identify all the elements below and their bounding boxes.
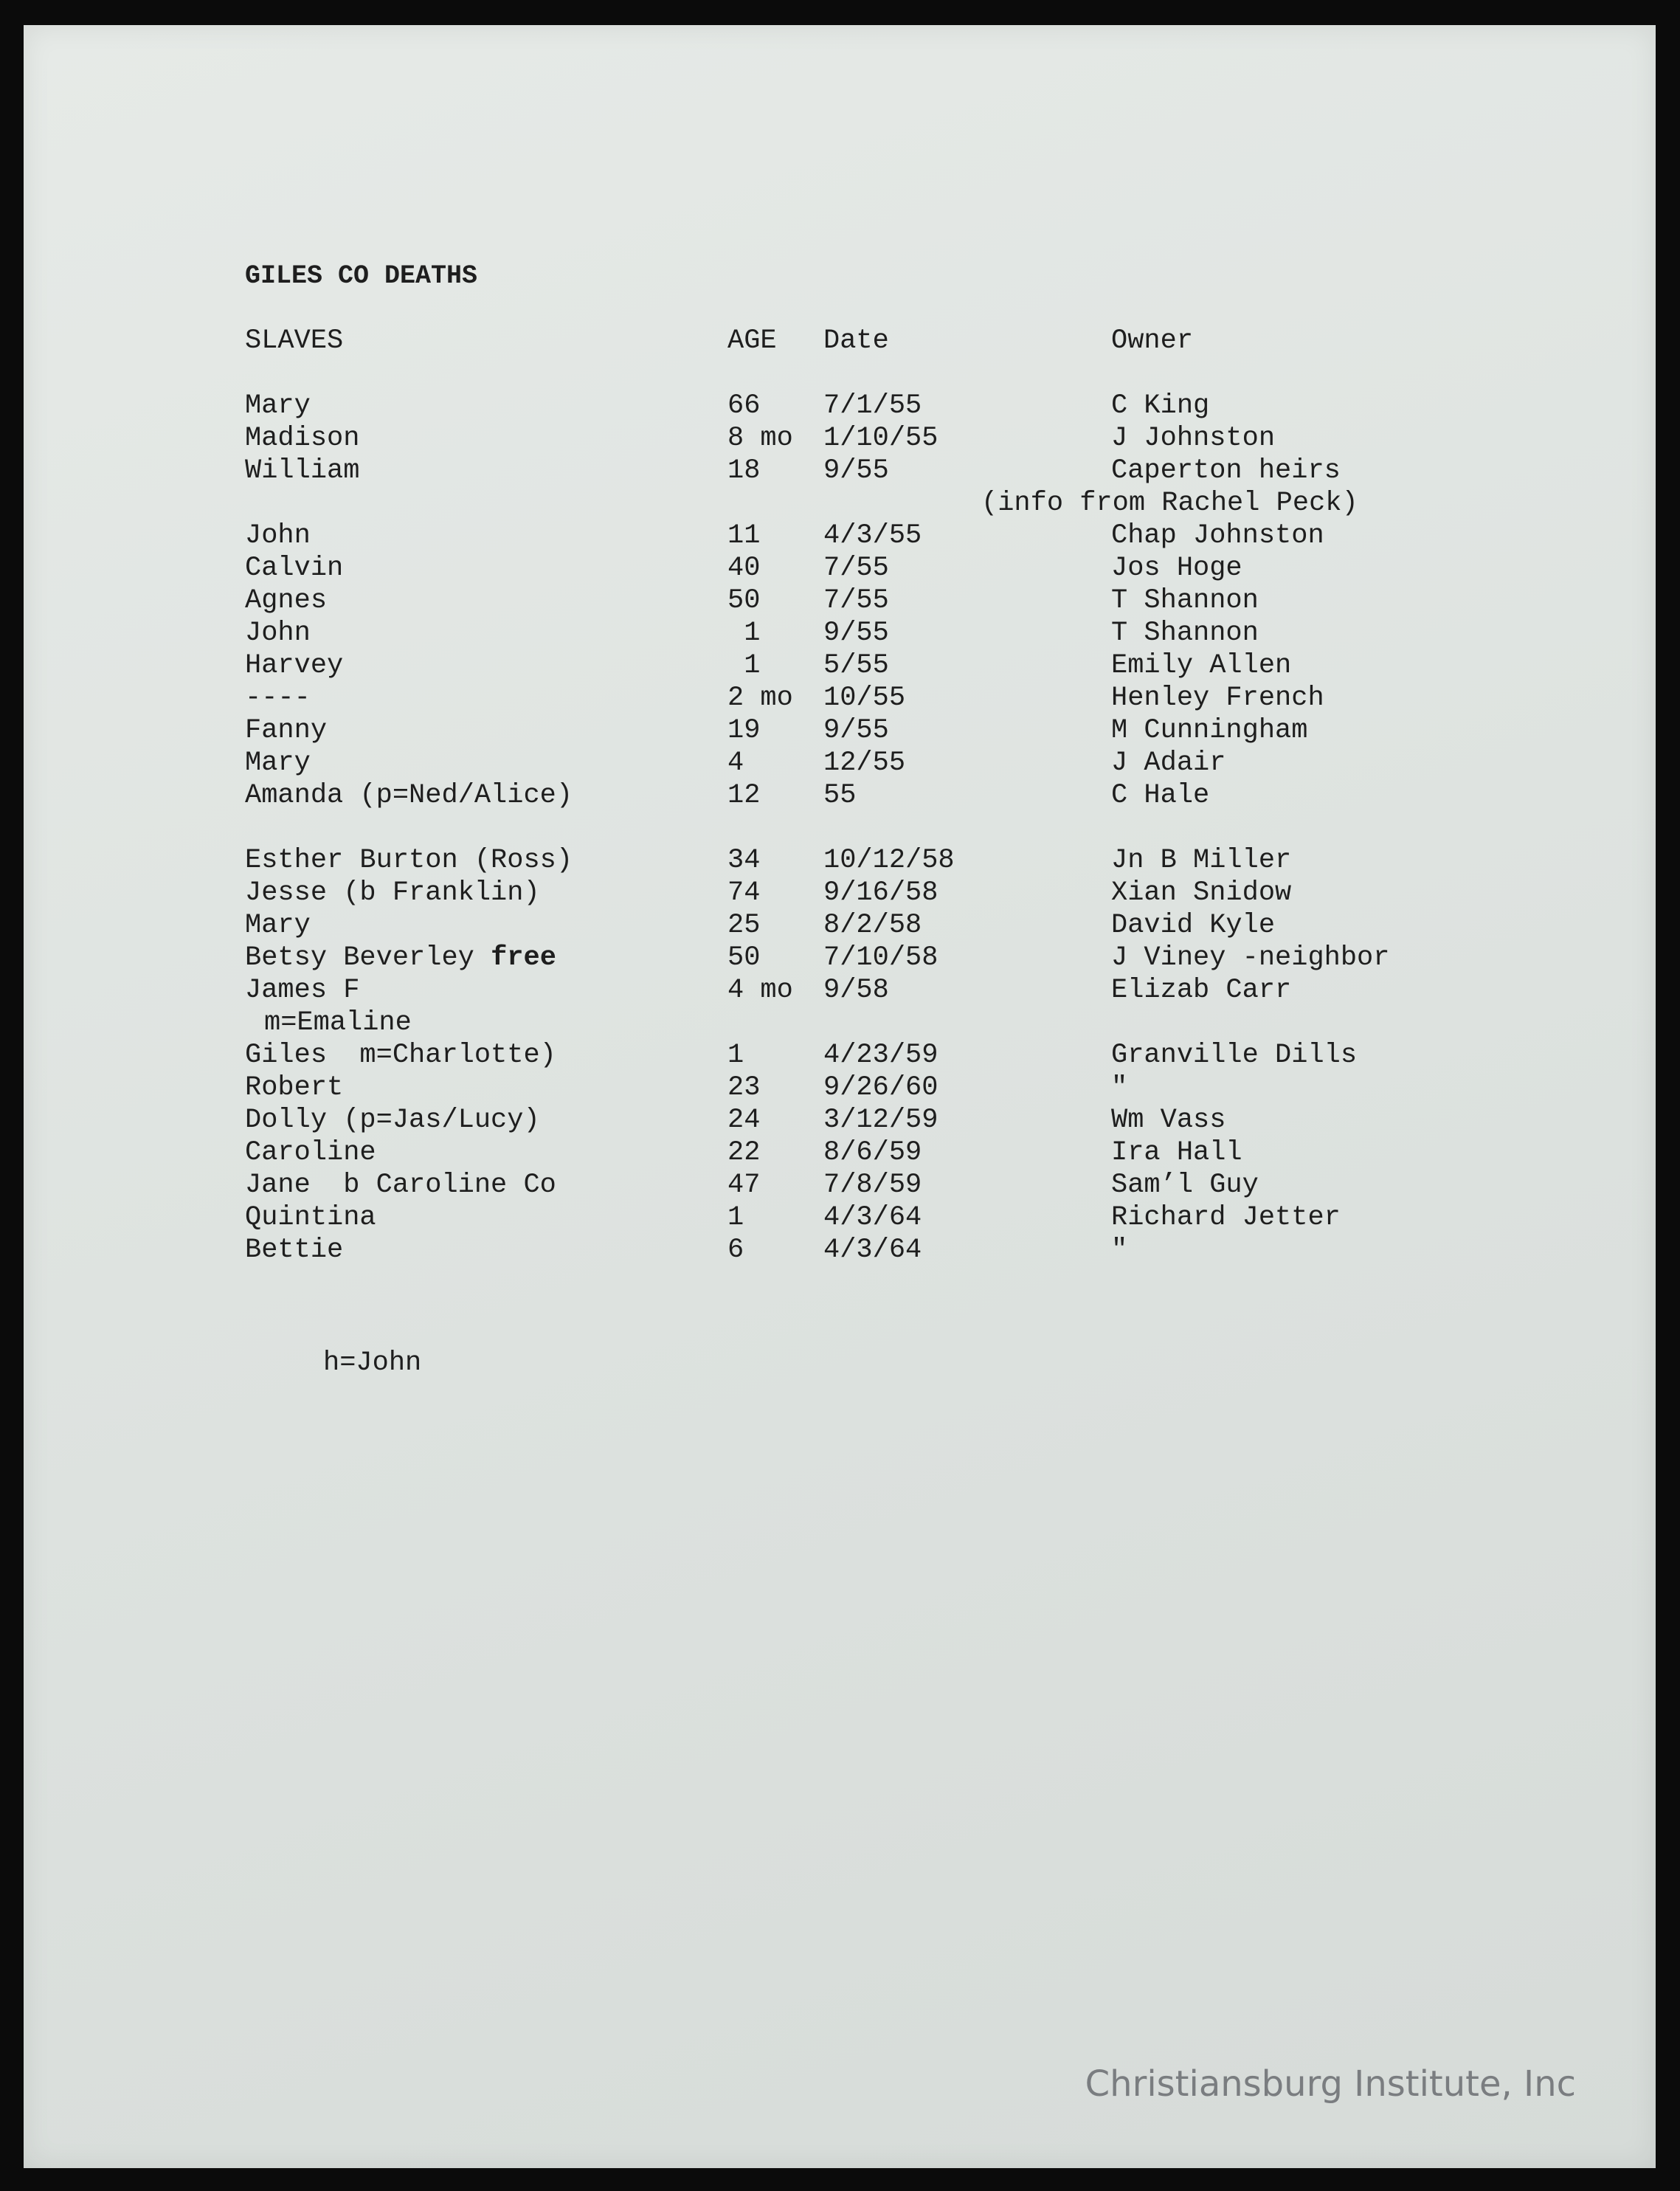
record-age: 8 mo (727, 423, 793, 454)
record-owner: C Hale (1111, 780, 1210, 811)
record-date: 9/55 (823, 618, 889, 649)
record-owner: Emily Allen (1111, 650, 1292, 681)
record-owner: Caperton heirs (1111, 455, 1341, 486)
record-age: 1 (727, 1202, 744, 1233)
record-age: 34 (727, 845, 761, 876)
record-age: 2 mo (727, 683, 793, 714)
record-row (221, 649, 1292, 682)
record-date: 7/8/59 (823, 1170, 922, 1201)
record-row (221, 1234, 1128, 1266)
record-age: 50 (727, 942, 761, 973)
record-name: John (245, 520, 311, 551)
record-name: Mary (245, 910, 311, 941)
record-row (221, 617, 1259, 649)
record-owner: Chap Johnston (1111, 520, 1324, 551)
record-date: 8/6/59 (823, 1137, 922, 1168)
record-owner: Wm Vass (1111, 1105, 1226, 1136)
info-note: (info from Rachel Peck) (981, 488, 1358, 519)
header-row (221, 325, 1194, 357)
record-name: John (245, 618, 311, 649)
record-name: Bettie (245, 1235, 344, 1266)
record-row (221, 520, 1324, 552)
record-owner: Jn B Miller (1111, 845, 1292, 876)
record-owner: J Adair (1111, 748, 1226, 779)
record-owner: Ira Hall (1111, 1137, 1242, 1168)
record-age: 25 (727, 910, 761, 941)
record-age: 74 (727, 877, 761, 908)
record-date: 5/55 (823, 650, 889, 681)
record-row (221, 390, 1210, 422)
record-row (221, 682, 1324, 714)
record-date: 7/1/55 (823, 390, 922, 421)
header-owner: Owner (1111, 325, 1194, 356)
record-name: Agnes (245, 585, 328, 616)
deaths-register (221, 260, 1390, 1266)
record-owner: Richard Jetter (1111, 1202, 1341, 1233)
record-date: 55 (823, 780, 857, 811)
record-date: 10/55 (823, 683, 906, 714)
record-name: Amanda (p=Ned/Alice) (245, 780, 573, 811)
record-row (221, 584, 1259, 617)
record-age: 1 (727, 650, 761, 681)
record-name: Giles m=Charlotte) (245, 1040, 556, 1071)
record-owner: Elizab Carr (1111, 975, 1292, 1006)
record-date: 4/3/64 (823, 1235, 922, 1266)
record-row (221, 1039, 1358, 1072)
record-name: William (245, 455, 360, 486)
record-date: 7/55 (823, 585, 889, 616)
record-owner: C King (1111, 390, 1210, 421)
record-row (221, 1136, 1242, 1169)
record-name: ---- (245, 683, 311, 714)
record-age: 18 (727, 455, 761, 486)
record-row (221, 747, 1226, 779)
free-status: free (491, 942, 556, 973)
footnote: h=John (323, 1348, 422, 1379)
record-owner: T Shannon (1111, 618, 1259, 649)
record-name: Mary (245, 748, 311, 779)
info-note-line (221, 487, 1358, 520)
record-name: Robert (245, 1072, 344, 1103)
record-name: Harvey (245, 650, 344, 681)
record-date: 7/55 (823, 553, 889, 584)
record-age: 50 (727, 585, 761, 616)
record-date: 9/16/58 (823, 877, 938, 908)
record-name: Caroline (245, 1137, 376, 1168)
record-row (221, 714, 1308, 747)
record-owner: " (1111, 1235, 1128, 1266)
record-date: 10/12/58 (823, 845, 955, 876)
record-date: 9/55 (823, 455, 889, 486)
record-age: 12 (727, 780, 761, 811)
record-owner: Xian Snidow (1111, 877, 1292, 908)
record-name: Mary (245, 390, 311, 421)
record-row (221, 1169, 1259, 1201)
record-age: 1 (727, 618, 761, 649)
record-age: 6 (727, 1235, 744, 1266)
record-row (221, 877, 1292, 909)
page-title: GILES CO DEATHS (245, 261, 478, 291)
record-name: Jesse (b Franklin) (245, 877, 540, 908)
record-owner: Granville Dills (1111, 1040, 1358, 1071)
record-name: James F (245, 975, 360, 1006)
record-date: 9/55 (823, 715, 889, 746)
record-age: 24 (727, 1105, 761, 1136)
record-date: 4/3/55 (823, 520, 922, 551)
record-age: 19 (727, 715, 761, 746)
watermark: Christiansburg Institute, Inc (1085, 2063, 1576, 2105)
record-owner: T Shannon (1111, 585, 1259, 616)
record-age: 11 (727, 520, 761, 551)
record-name: Jane b Caroline Co (245, 1170, 556, 1201)
record-age: 47 (727, 1170, 761, 1201)
record-name-with-status (245, 942, 556, 974)
record-row (221, 909, 1276, 942)
record-row (221, 942, 1390, 974)
record-row (221, 974, 1292, 1007)
record-age: 1 (727, 1040, 744, 1071)
header-date: Date (823, 325, 889, 356)
header-age: AGE (727, 325, 777, 356)
record-owner: J Viney -neighbor (1111, 942, 1390, 973)
record-row (221, 1201, 1341, 1234)
document-page (24, 25, 1656, 2168)
record-date: 4/3/64 (823, 1202, 922, 1233)
record-name: Madison (245, 423, 360, 454)
title-line (221, 260, 478, 292)
record-row (221, 1104, 1226, 1136)
record-row (221, 779, 1210, 812)
record-date: 12/55 (823, 748, 906, 779)
record-row (221, 422, 1276, 455)
emaline-note: m=Emaline (264, 1007, 412, 1038)
record-date: 9/26/60 (823, 1072, 938, 1103)
record-age: 23 (727, 1072, 761, 1103)
record-row (221, 844, 1292, 877)
record-date: 9/58 (823, 975, 889, 1006)
record-owner: J Johnston (1111, 423, 1276, 454)
record-date: 7/10/58 (823, 942, 938, 973)
record-row (221, 1072, 1128, 1104)
record-age: 66 (727, 390, 761, 421)
header-slaves: SLAVES (245, 325, 344, 356)
record-age: 40 (727, 553, 761, 584)
record-name: Betsy Beverley (245, 942, 474, 973)
record-name: Fanny (245, 715, 328, 746)
record-row (221, 455, 1341, 487)
record-owner: M Cunningham (1111, 715, 1308, 746)
record-name: Dolly (p=Jas/Lucy) (245, 1105, 540, 1136)
record-date: 4/23/59 (823, 1040, 938, 1071)
record-owner: " (1111, 1072, 1128, 1103)
record-date: 8/2/58 (823, 910, 922, 941)
record-owner: Henley French (1111, 683, 1324, 714)
record-row (221, 552, 1242, 584)
emaline-note-line (221, 1007, 412, 1039)
record-date: 1/10/55 (823, 423, 938, 454)
record-age: 22 (727, 1137, 761, 1168)
record-age: 4 (727, 748, 744, 779)
record-owner: Jos Hoge (1111, 553, 1242, 584)
record-name: Calvin (245, 553, 344, 584)
record-owner: Sam’l Guy (1111, 1170, 1259, 1201)
record-name: Esther Burton (Ross) (245, 845, 573, 876)
record-name: Quintina (245, 1202, 376, 1233)
record-date: 3/12/59 (823, 1105, 938, 1136)
record-owner: David Kyle (1111, 910, 1276, 941)
record-age: 4 mo (727, 975, 793, 1006)
